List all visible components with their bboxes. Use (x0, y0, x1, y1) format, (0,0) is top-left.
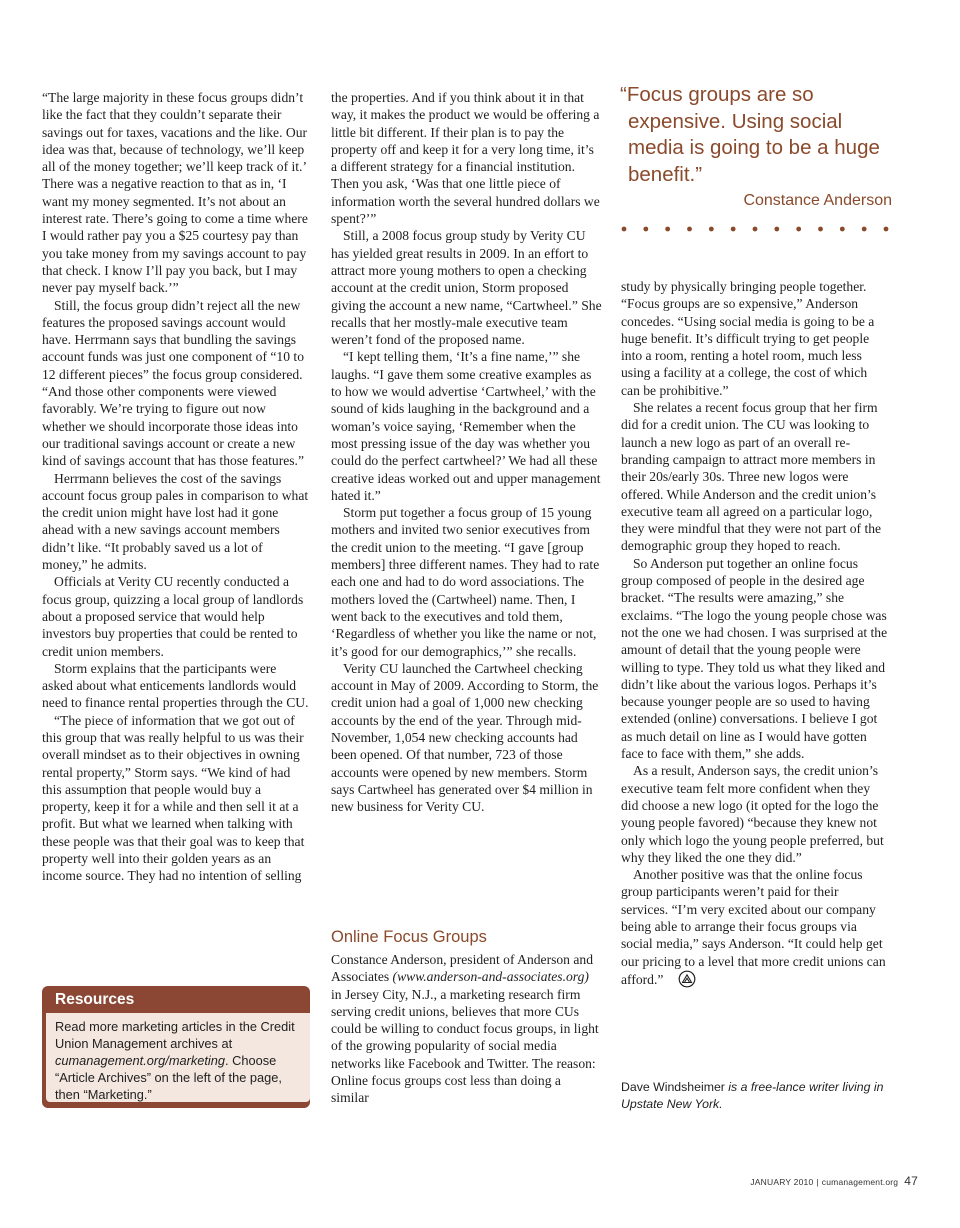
divider-dot (643, 227, 648, 232)
divider-dot (753, 227, 758, 232)
footer-separator: | (816, 1177, 819, 1187)
section-body (331, 951, 602, 1107)
page-number: 47 (904, 1174, 918, 1188)
paragraph: Verity CU launched the Cartwheel checking account in May of 2009. According to Storm, the credit union had a goal of 1,000 new checking accounts by the end of the year. Through mid-November, 1,054 new checking accounts had been opened. Of that number, 723 of those accounts were opened by new members. Storm says Cartwheel has generated over $4 million in new business for Verity CU. (331, 660, 599, 815)
divider-dot (622, 227, 627, 232)
resources-text-end: . Choose “Article Archives” on the left of the page, then “Marketing.” (55, 1053, 282, 1102)
paragraph (621, 866, 889, 992)
cu-logo-end-mark-icon (666, 970, 696, 992)
paragraph: So Anderson put together an online focus group composed of people in the desired age bracket. “The results were amazing,” she exclaims. “The logo the young people chose was not the one we had chosen. I was surprised at the amount of detail that the young people were willing to type. They told us what they liked and didn’t like about the various logos. Perhaps it’s because younger people are so used to having extended (online) conversations. I believe I got as much detail on line as I would have gotten face to face with them,” she adds. (621, 555, 888, 762)
divider-dot (818, 227, 823, 232)
paragraph (331, 951, 602, 1107)
paragraph: Officials at Verity CU recently conducted a focus group, quizzing a local group of landlords about a proposed service that would help investors buy properties that could be rented to credit union members. (42, 574, 304, 659)
pull-quote-attribution: Constance Anderson (743, 192, 892, 209)
divider-dot (709, 227, 714, 232)
author-name: Dave Windsheimer (621, 1080, 725, 1094)
divider-dot (687, 227, 692, 232)
article-column-2 (331, 89, 602, 815)
paragraph: “I kept telling them, ‘It’s a fine name,’” she laughs. “I gave them some creative examples as to how we would advertise ‘Cartwheel,’ with the sound of kids laughing in the background and a woman’s voice saying, ‘Remember when the most pressing issue of the day was whether you could do the perfect cartwheel?’ We had all these creative ideas worked out and upper management hated it.” (331, 349, 601, 503)
divider-dot (731, 227, 736, 232)
paragraph-text: Another positive was that the online focus group participants weren’t paid for their services. “I’m very excited about our company being able to arrange their focus groups via social media,” says Anderson. “It could help get our pricing to a level that more credit unions can afford.” (621, 867, 886, 987)
issue-date: JANUARY 2010 (750, 1177, 814, 1187)
website-link[interactable]: (www.anderson-and-associates.org) (392, 969, 589, 985)
paragraph: As a result, Anderson says, the credit union’s executive team felt more confident when they did choose a new logo (it opted for the logo the young people favored) “because they knew not only which logo the young people preferred, but why they liked the one they did.” (621, 763, 884, 865)
resources-title: Resources (55, 991, 135, 1008)
resources-box (42, 986, 310, 1108)
paragraph: Still, the focus group didn’t reject all the new features the proposed savings account would have. Herrmann says that bundling the savings account funds was just one component of “10 to 12 different pieces” the focus group considered. “And those other components were viewed favorably. We’re trying to figure out now whether we should incorporate those ideas into our traditional savings account or create a new kind of savings account that has those features.” (42, 297, 304, 469)
divider-dot (840, 227, 845, 232)
paragraph: Storm put together a focus group of 15 young mothers and invited two senior executives from the credit union to the meeting. “I gave [group members] three different names. They had to rate each one and had to do word associations. The mothers loved the (Cartwheel) name. Then, I went back to the executives and told them, ‘Regardless of whether you like the name or not, it’s good for our demographics,’” she recalls. (331, 505, 600, 659)
divider-dot (862, 227, 867, 232)
page-footer (750, 1174, 918, 1188)
author-description: is a free-lance writer living in Upstate New York. (621, 1080, 884, 1111)
paragraph: study by physically bringing people together. “Focus groups are so expensive,” Anderson concedes. “Using social media is going to be a huge benefit. It’s difficult trying to get people into a room, renting a hotel room, much less using a facility at a college, the cost of which can be prohibitive.” (621, 279, 875, 398)
author-byline (621, 1079, 896, 1113)
section-subhead: Online Focus Groups (331, 928, 487, 946)
paragraph: Still, a 2008 focus group study by Verity CU has yielded great results in 2009. In an effort to attract more young mothers to open a checking account at the credit union, Storm proposed giving the account a new name, “Cartwheel.” She recalls that her mostly-male executive team weren’t fond of the proposed name. (331, 228, 602, 348)
pull-quote-dot-divider (620, 222, 892, 236)
pull-quote-text: “Focus groups are so expensive. Using social media is going to be a huge benefit.” (620, 83, 880, 186)
divider-dot (884, 227, 889, 232)
resources-link[interactable]: cumanagement.org/marketing (55, 1053, 226, 1068)
footer-site: cumanagement.org (821, 1177, 899, 1187)
paragraph: Storm explains that the participants were asked about what enticements landlords would need to finance rental properties through the CU. (42, 660, 309, 711)
article-column-1 (42, 89, 310, 885)
paragraph: “The large majority in these focus groups didn’t like the fact that they couldn’t separate their savings out for taxes, vacations and the like. Our idea was that, because of technology, we’ll keep all of the money together; we’ll keep track of it.’ There was a negative reaction to that as in, ‘I want my money segmented. It’s not about an interest rate. There’s going to come a time where I would rather pay you a $25 courtesy pay than you take money from my savings account to pay that check. I know I’ll pay you back, but I may never pay myself back.’” (42, 90, 308, 296)
paragraph-text-end: in Jersey City, N.J., a marketing research firm serving credit unions, believes that more CUs could be willing to conduct focus groups, in light of the growing popularity of social media networks like Facebook and Twitter. The reason: Online focus groups cost less than doing a similar (331, 986, 599, 1106)
paragraph: Herrmann believes the cost of the savings account focus group pales in comparison to what the credit union might have lost had it gone ahead with a new savings account members didn’t like. “It probably saved us a lot of money,” he admits. (42, 470, 309, 573)
paragraph: “The piece of information that we got out of this group that was really helpful to us was their overall mindset as to their objectives in owning rental property,” Storm says. “We kind of had this assumption that people would buy a property, keep it for a while and then sell it at a profit. But what we learned when talking with these people was that their goal was to keep that property well into their golden years as an income source. They had no intention of selling (42, 712, 305, 884)
divider-dot (665, 227, 670, 232)
article-column-3 (621, 278, 889, 992)
pull-quote (620, 82, 892, 210)
resources-body (46, 1013, 310, 1102)
paragraph-text: Constance Anderson, president of Anderson and Associates (331, 952, 594, 985)
divider-dot (796, 227, 801, 232)
paragraph: the properties. And if you think about it in that way, it makes the product we would be offering a little bit different. If their plan is to pay the property off and keep it for a very long time, it’s a different strategy for a financial institution. Then you ask, ‘Was that one little piece of information worth the several hundred dollars we spent?’” (331, 90, 600, 227)
paragraph: She relates a recent focus group that her firm did for a credit union. The CU was looking to launch a new logo as part of an overall re-branding campaign to attract more members in their 20s/early 30s. Three new logos were offered. While Anderson and the credit union’s executive team all agreed on a particular logo, they were mindful that they were not part of the demographic group they hoped to reach. (621, 400, 882, 554)
divider-dot (774, 227, 779, 232)
resources-text: Read more marketing articles in the Credit Union Management archives at (55, 1019, 295, 1051)
